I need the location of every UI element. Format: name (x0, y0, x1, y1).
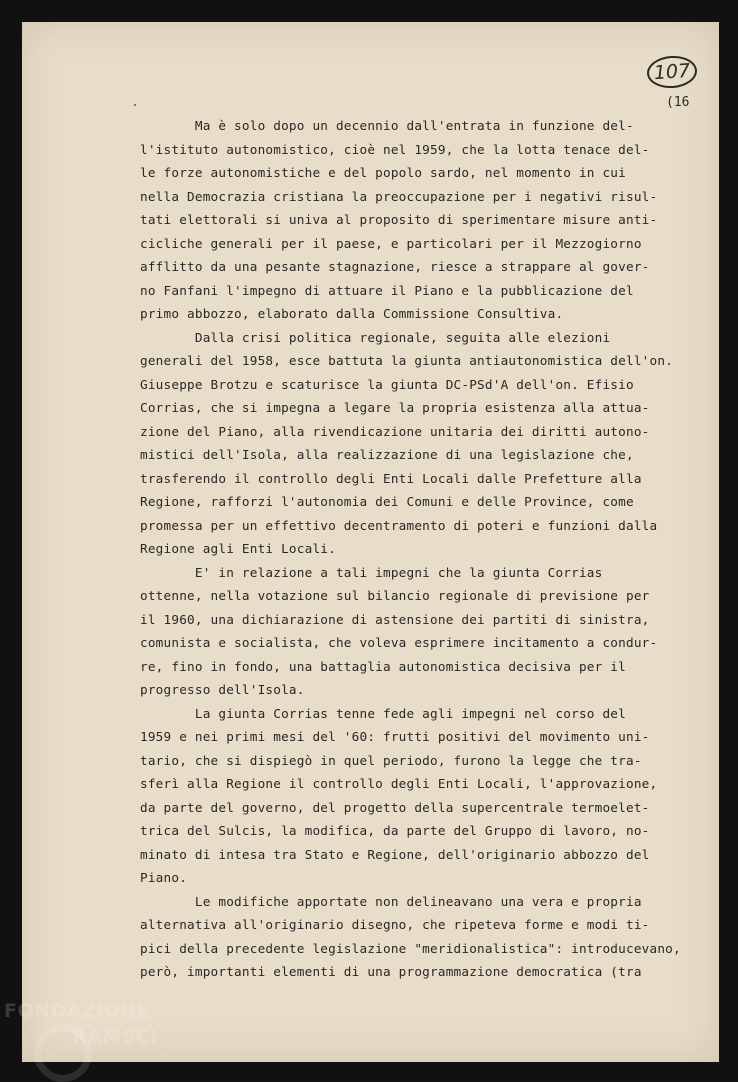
text-line: generali del 1958, esce battuta la giunta antiautonomistica dell'on. (140, 353, 674, 368)
text-line: da parte del governo, del progetto della supercentrale termoelet- (140, 799, 650, 815)
text-line: Le modifiche apportate non delineavano una vera e propria (140, 893, 642, 909)
text-line: l'istituto autonomistico, cioè nel 1959, che la lotta tenace del- (140, 141, 650, 157)
handwritten-folio-number: 107 (646, 54, 698, 89)
text-line: Regione, rafforzi l'autonomia dei Comuni e delle Province, come (140, 494, 634, 509)
text-line: no Fanfani l'impegno di attuare il Piano e la pubblicazione del (140, 282, 634, 298)
page-number: (16 (666, 95, 690, 110)
paper-speck (134, 104, 136, 106)
text-line: zione del Piano, alla rivendicazione unitaria dei diritti autono- (140, 423, 650, 439)
text-line: tario, che si dispiegò in quel periodo, furono la legge che tra- (140, 752, 642, 768)
text-line: Regione agli Enti Locali. (140, 541, 336, 556)
text-line: comunista e socialista, che voleva esprimere incitamento a condur- (140, 635, 658, 650)
text-line: afflitto da una pesante stagnazione, riesce a strappare al gover- (140, 259, 650, 274)
text-line: Giuseppe Brotzu e scaturisce la giunta DC-PSd'A dell'on. Efisio (140, 376, 634, 392)
watermark-logo (0, 996, 200, 1080)
text-line: alternativa all'originario disegno, che ripeteva forme e modi ti- (140, 917, 650, 932)
text-line: le forze autonomistiche e del popolo sardo, nel momento in cui (140, 165, 626, 180)
text-line: trica del Sulcis, la modifica, da parte del Gruppo di lavoro, no- (140, 823, 650, 838)
text-line: però, importanti elementi di una programmazione democratica (tra (140, 964, 642, 979)
text-line: E' in relazione a tali impegni che la giunta Corrias (140, 564, 603, 580)
typewritten-page (22, 22, 719, 1062)
text-line: Dalla crisi politica regionale, seguita alle elezioni (140, 329, 611, 345)
text-line: sferì alla Regione il controllo degli Enti Locali, l'approvazione, (140, 776, 658, 791)
text-line: re, fino in fondo, una battaglia autonomistica decisiva per il (140, 658, 626, 674)
text-line: minato di intesa tra Stato e Regione, dell'originario abbozzo del (140, 846, 650, 862)
text-line: 1959 e nei primi mesi del '60: frutti positivi del movimento uni- (140, 729, 650, 744)
watermark-line2: RAMSCI (72, 1026, 158, 1048)
text-line: pici della precedente legislazione "meridionalistica": introducevano, (140, 940, 681, 956)
body-text (140, 114, 738, 984)
text-line: Piano. (140, 870, 188, 885)
text-line: Ma è solo dopo un decennio dall'entrata in funzione del- (140, 118, 634, 133)
text-line: ottenne, nella votazione sul bilancio regionale di previsione per (140, 588, 650, 603)
text-line: il 1960, una dichiarazione di astensione dei partiti di sinistra, (140, 611, 650, 627)
text-line: promessa per un effettivo decentramento di poteri e funzioni dalla (140, 517, 658, 533)
watermark-line1: FONDAZIONE (4, 1000, 151, 1022)
text-line: mistici dell'Isola, alla realizzazione di una legislazione che, (140, 447, 634, 462)
text-line: primo abbozzo, elaborato dalla Commissione Consultiva. (140, 306, 564, 321)
text-line: cicliche generali per il paese, e particolari per il Mezzogiorno (140, 235, 642, 251)
text-line: nella Democrazia cristiana la preoccupazione per i negativi risul- (140, 188, 658, 204)
text-line: Corrias, che si impegna a legare la propria esistenza alla attua- (140, 400, 650, 415)
watermark-line3: onlus (148, 1054, 173, 1064)
text-line: La giunta Corrias tenne fede agli impegni nel corso del (140, 705, 626, 721)
text-line: progresso dell'Isola. (140, 682, 305, 697)
text-line: tati elettorali si univa al proposito di sperimentare misure anti- (140, 212, 658, 227)
text-line: trasferendo il controllo degli Enti Locali dalle Prefetture alla (140, 470, 642, 486)
